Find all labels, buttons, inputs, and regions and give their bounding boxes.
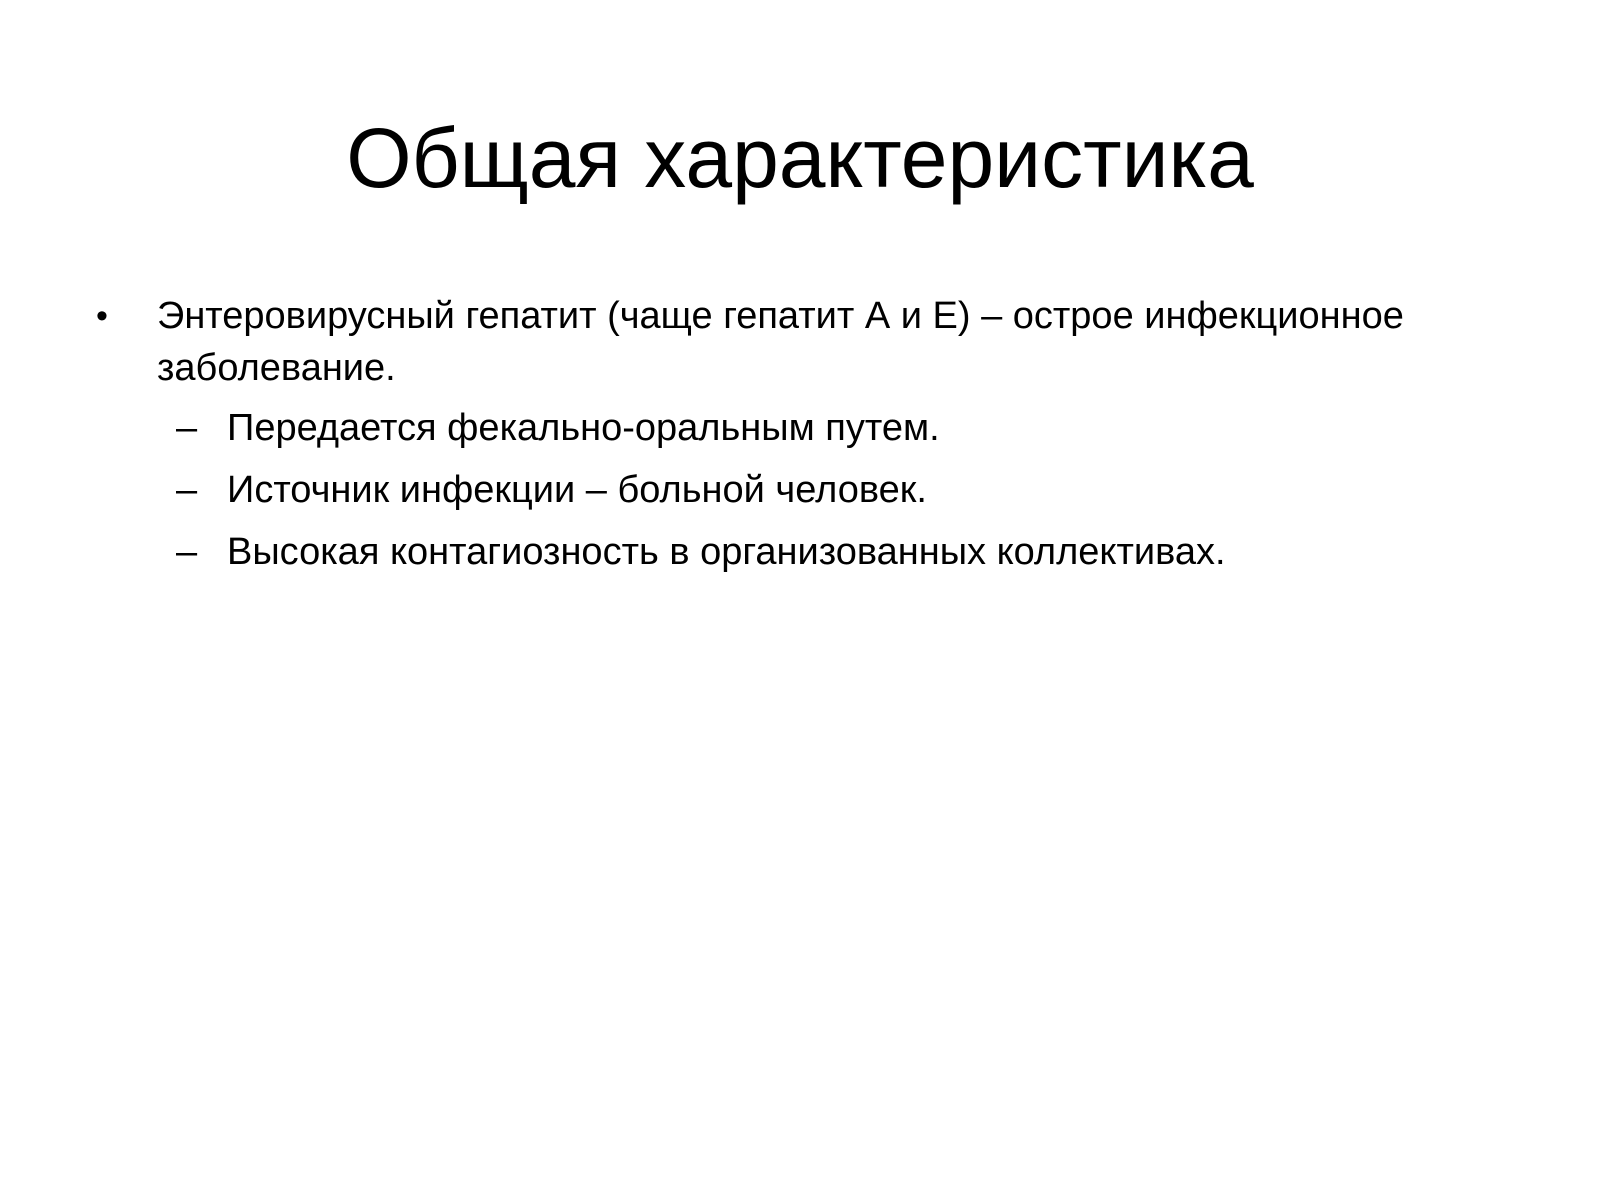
sub-item-text: Высокая контагиозность в организованных коллективах.: [227, 531, 1226, 573]
bullet-marker: •: [96, 297, 108, 335]
sub-item-transmission: [0, 402, 1600, 454]
sub-item-contagiousness: [0, 526, 1600, 578]
sub-item-text: Источник инфекции – больной человек.: [227, 469, 927, 511]
sub-item-source: [0, 464, 1600, 516]
dash-marker: –: [176, 407, 198, 449]
slide-content: [0, 290, 1600, 588]
bullet-item: [0, 290, 1600, 394]
sub-list: [0, 402, 1600, 578]
dash-marker: –: [176, 469, 198, 511]
sub-item-text: Передается фекально-оральным путем.: [227, 407, 940, 449]
dash-marker: –: [176, 531, 198, 573]
slide-title: Общая характеристика: [346, 111, 1254, 205]
bullet-text: Энтеровирусный гепатит (чаще гепатит А и Е) – острое инфекционное заболевание.: [157, 295, 1404, 389]
